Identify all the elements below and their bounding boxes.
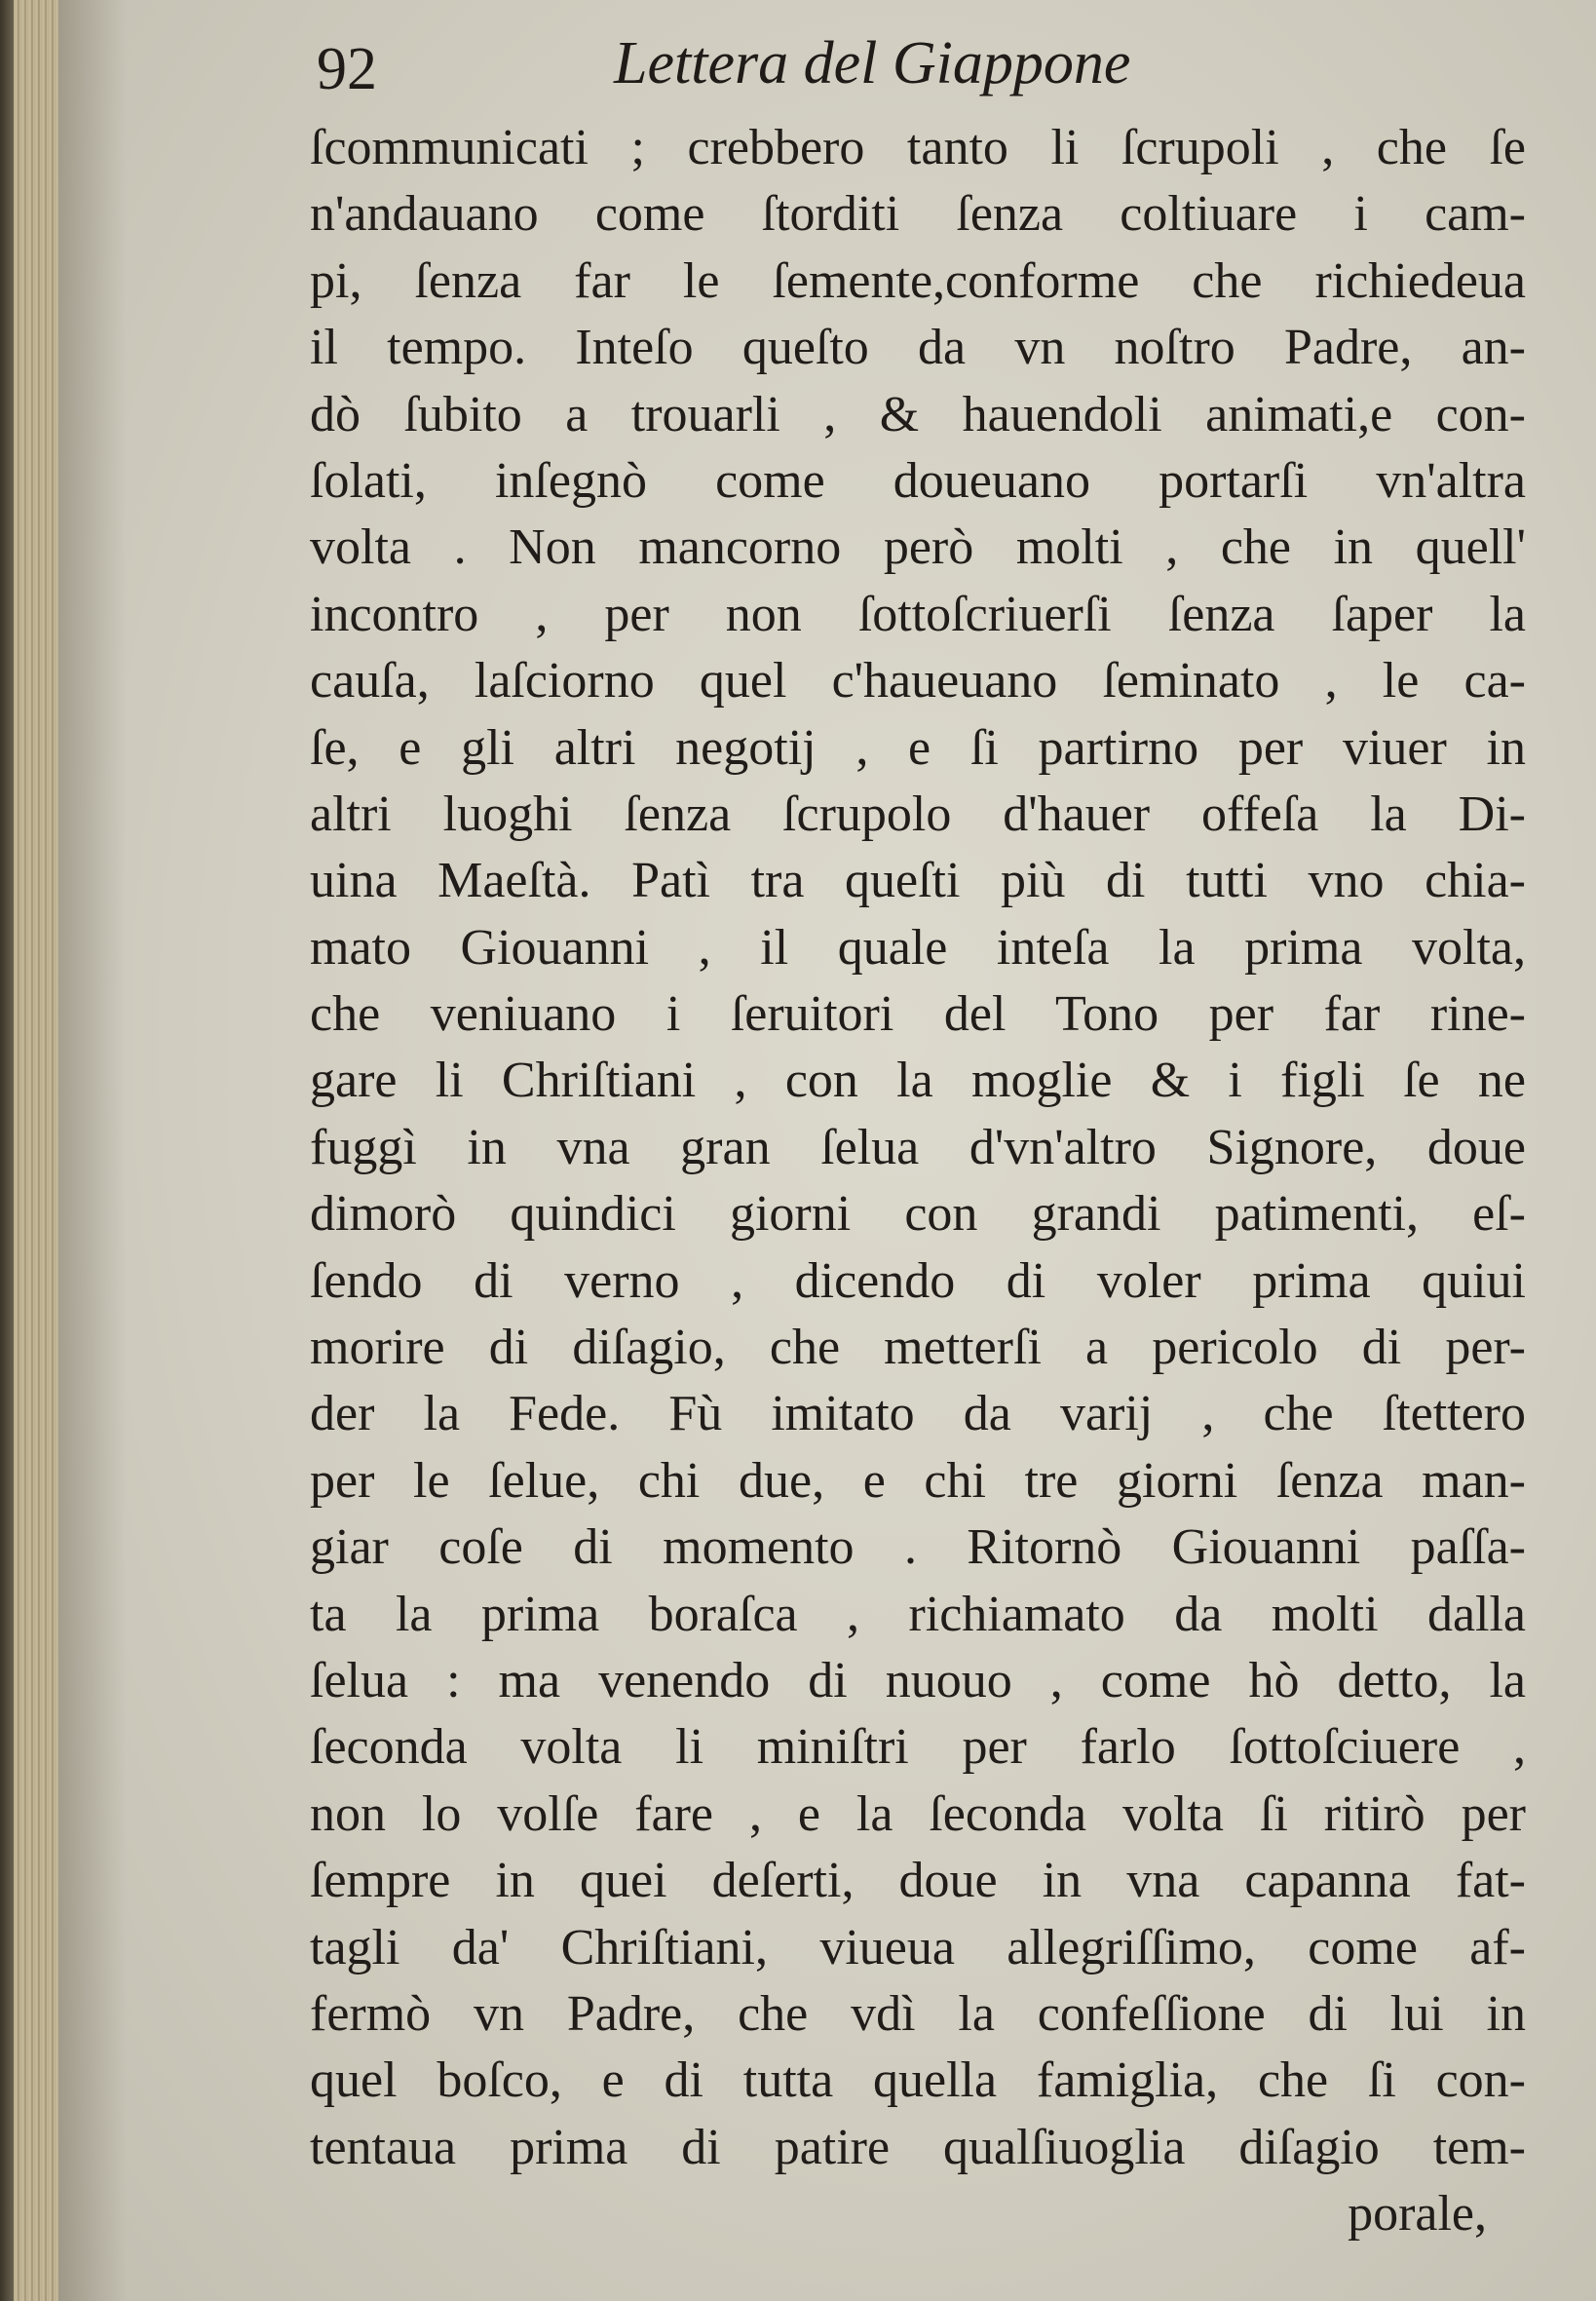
- text-line: ſeconda volta li miniſtri per farlo ſottoſciuere ,: [310, 1719, 1526, 1776]
- catchword: porale,: [1348, 2186, 1487, 2243]
- text-line: volta . Non mancorno però molti , che in quell': [310, 519, 1526, 576]
- text-line: fermò vn Padre, che vdì la confeſſione di lui in: [310, 1985, 1526, 2042]
- page-stack-edge: [14, 0, 58, 2301]
- text-line: uina Maeſtà. Patì tra queſti più di tutti vno chia-: [310, 853, 1526, 909]
- text-line: incontro , per non ſottoſcriuerſi ſenza ſaper la: [310, 586, 1526, 642]
- text-line: morire di diſagio, che metterſi a pericolo di per-: [310, 1320, 1526, 1376]
- text-line: ſendo di verno , dicendo di voler prima quiui: [310, 1252, 1526, 1309]
- text-line: ſcommunicati ; crebbero tanto li ſcrupoli , che ſe: [310, 120, 1526, 175]
- text-line: ta la prima boraſca , richiamato da molti dalla: [310, 1586, 1526, 1642]
- text-line: ſolati, inſegnò come doueuano portarſi vn'altra: [310, 452, 1526, 509]
- text-line: che veniuano i ſeruitori del Tono per far rine-: [310, 986, 1526, 1043]
- text-line: altri luoghi ſenza ſcrupolo d'hauer offeſa la Di-: [310, 786, 1526, 842]
- page-header: [317, 29, 1505, 117]
- body-text: [310, 115, 1526, 2248]
- text-line: per le ſelue, chi due, e chi tre giorni ſenza man-: [310, 1452, 1526, 1509]
- text-line: ſe, e gli altri negotij , e ſi partirno per viuer in: [310, 719, 1526, 776]
- text-line: ſelua : ma venendo di nuouo , come hò detto, la: [310, 1652, 1526, 1708]
- text-line: cauſa, laſciorno quel c'haueuano ſeminato , le ca-: [310, 653, 1526, 709]
- text-line: tentaua prima di patire qualſiuoglia diſagio tem-: [310, 2119, 1526, 2175]
- page-number: 92: [317, 36, 377, 102]
- text-line: dò ſubito a trouarli , & hauendoli animati,e con-: [310, 386, 1526, 442]
- text-line: mato Giouanni , il quale inteſa la prima volta,: [310, 919, 1526, 976]
- text-line: pi, ſenza far le ſemente,conforme che richiedeua: [310, 252, 1526, 309]
- text-line: il tempo. Inteſo queſto da vn noſtro Padre, an-: [310, 320, 1526, 376]
- running-title: Lettera del Giappone: [614, 30, 1131, 96]
- text-line: non lo volſe fare , e la ſeconda volta ſi ritirò per: [310, 1785, 1526, 1842]
- text-line: gare li Chriſtiani , con la moglie & i figli ſe ne: [310, 1053, 1526, 1109]
- text-line: n'andauano come ſtorditi ſenza coltiuare i cam-: [310, 186, 1526, 243]
- text-line: dimorò quindici giorni con grandi patimenti, eſ-: [310, 1186, 1526, 1243]
- book-binding-edge: [0, 0, 14, 2301]
- text-line: tagli da' Chriſtiani, viueua allegriſſimo, come af-: [310, 1919, 1526, 1975]
- text-line: giar coſe di momento . Ritornò Giouanni paſſa-: [310, 1519, 1526, 1576]
- text-line: ſempre in quei deſerti, doue in vna capanna fat-: [310, 1853, 1526, 1909]
- text-line: fuggì in vna gran ſelua d'vn'altro Signore, doue: [310, 1119, 1526, 1175]
- text-line: der la Fede. Fù imitato da varij , che ſtettero: [310, 1386, 1526, 1442]
- text-line: quel boſco, e di tutta quella famiglia, che ſi con-: [310, 2052, 1526, 2109]
